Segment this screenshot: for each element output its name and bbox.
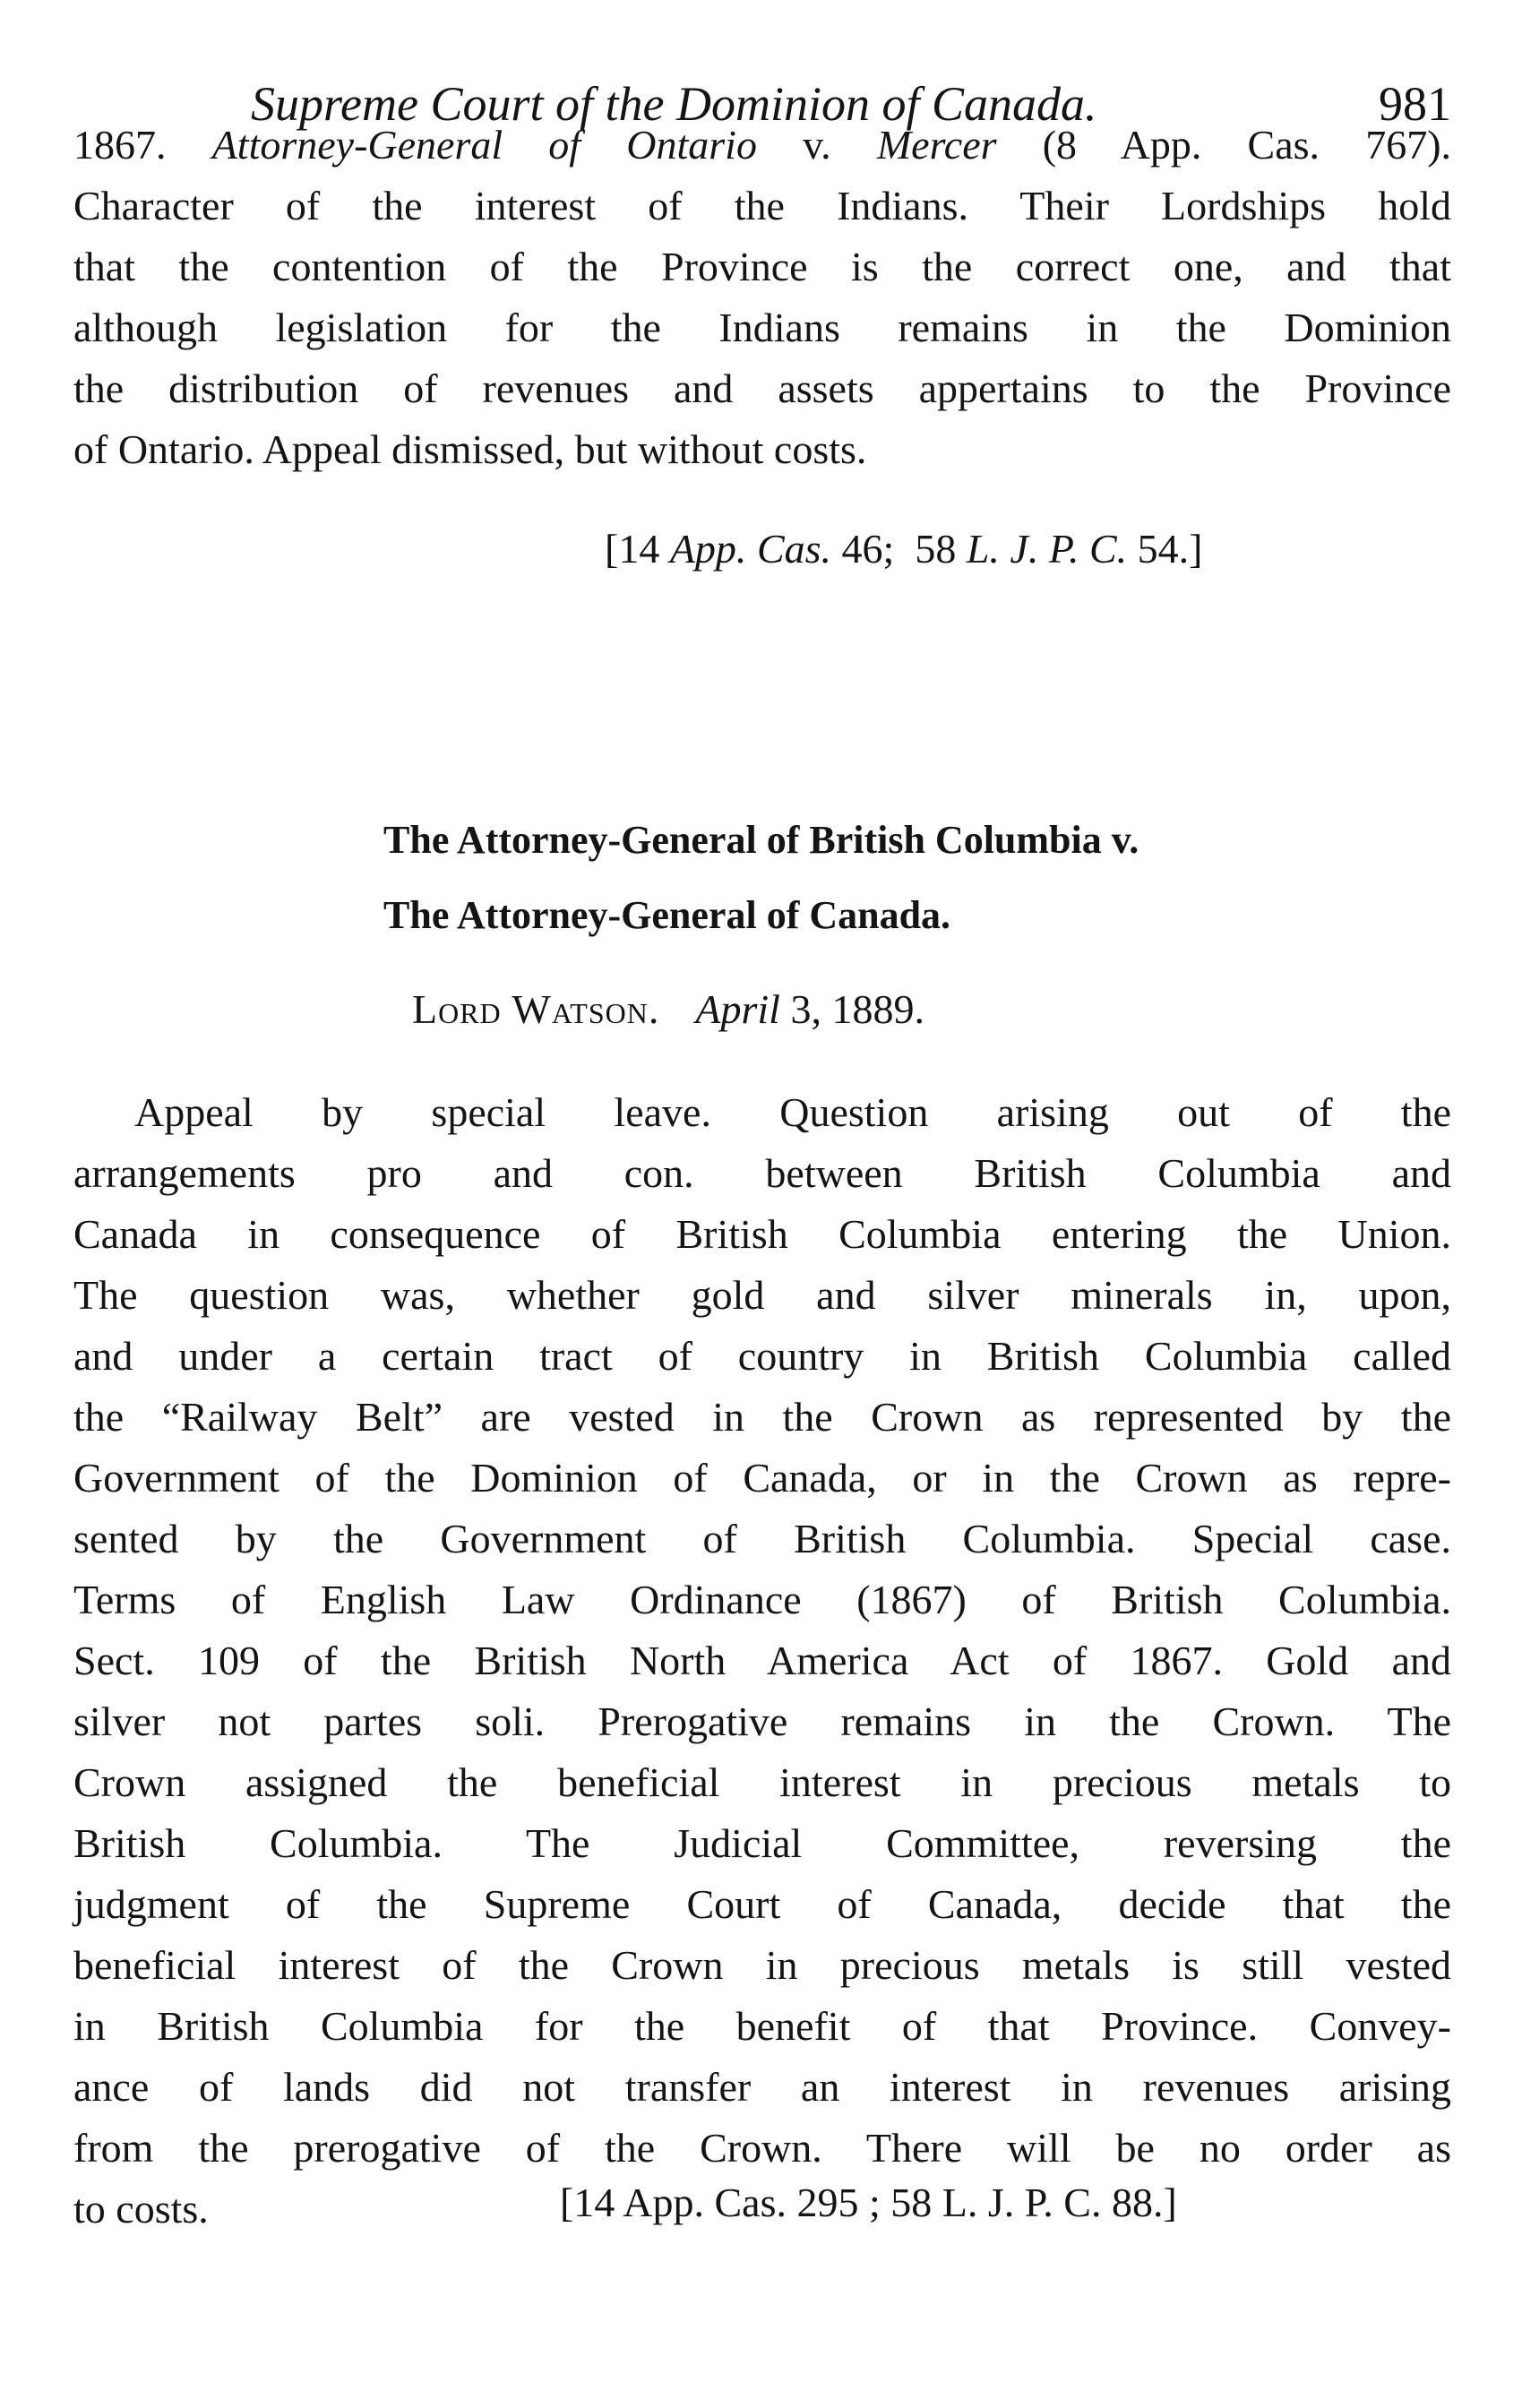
- entry-2-line: from the prerogative of the Crown. There will be no order as: [73, 2125, 1451, 2171]
- entry-2-line: in British Columbia for the benefit of that Province. Convey-: [73, 2003, 1451, 2049]
- entry-1-line: although legislation for the Indians remains in the Dominion: [73, 305, 1451, 350]
- entry-2-line: judgment of the Supreme Court of Canada, decide that the: [73, 1881, 1451, 1927]
- entry-2-line: arrangements pro and con. between British Columbia and: [73, 1150, 1451, 1196]
- entry-2-line: Appeal by special leave. Question arising out of the: [134, 1089, 1451, 1135]
- citation-volume-2: 58: [915, 526, 957, 572]
- entry-2-line: Crown assigned the beneficial interest in precious metals to: [73, 1759, 1451, 1805]
- judge-name: Lord Watson.: [412, 986, 660, 1032]
- case-title-line-1: The Attorney-General of British Columbia v.: [383, 818, 1139, 862]
- entry-1-line: that the contention of the Province is the correct one, and that: [73, 244, 1451, 289]
- citation-volume: [14: [605, 526, 660, 572]
- entry-1-line: Character of the interest of the Indians. Their Lordships hold: [73, 183, 1451, 228]
- citation-cas: Cas.: [756, 526, 832, 572]
- case-reference: (8 App. Cas. 767).: [1042, 122, 1452, 168]
- judge-and-date: [412, 985, 924, 1033]
- entry-2-text: [73, 1082, 1451, 2240]
- entry-1-line-1: [73, 115, 1451, 176]
- case-name-part-2: Mercer: [876, 122, 997, 168]
- decision-month: April: [695, 986, 780, 1032]
- entry-2-line: and under a certain tract of country in British Columbia called: [73, 1333, 1451, 1379]
- citation-page-2: 54.]: [1137, 526, 1203, 572]
- entry-2-line: British Columbia. The Judicial Committee, reversing the: [73, 1820, 1451, 1866]
- entry-1-line: the distribution of revenues and assets appertains to the Province: [73, 366, 1451, 411]
- entry-2-line: Government of the Dominion of Canada, or in the Crown as repre-: [73, 1455, 1451, 1501]
- entry-2-line: sented by the Government of British Columbia. Special case.: [73, 1516, 1451, 1561]
- citation-ljpc: L. J. P. C.: [966, 526, 1128, 572]
- entry-2-line: beneficial interest of the Crown in precious metals is still vested: [73, 1942, 1451, 1988]
- entry-2-line: Terms of English Law Ordinance (1867) of British Columbia.: [73, 1577, 1451, 1622]
- entry-2-line: the “Railway Belt” are vested in the Crown as represented by the: [73, 1394, 1451, 1440]
- entry-1-citation: [605, 525, 1203, 572]
- citation-app: App.: [669, 526, 747, 572]
- page-number: 981: [1379, 77, 1451, 131]
- decision-date: [695, 986, 924, 1032]
- entry-2-line: ance of lands did not transfer an interest in revenues arising: [73, 2064, 1451, 2110]
- case-name-part-1: Attorney-General of Ontario: [211, 122, 757, 168]
- case-year: 1867.: [73, 122, 167, 168]
- running-title: Supreme Court of the Dominion of Canada.: [251, 77, 1097, 131]
- versus: v.: [803, 122, 831, 168]
- entry-1-text: [73, 115, 1451, 480]
- case-title-line-2: The Attorney-General of Canada.: [383, 893, 951, 937]
- entry-2-citation: [14 App. Cas. 295 ; 58 L. J. P. C. 88.]: [560, 2180, 1177, 2225]
- entry-1-line: of Ontario. Appeal dismissed, but without costs.: [73, 426, 867, 472]
- citation-page: 46;: [841, 526, 895, 572]
- decision-day-year: 3, 1889.: [790, 986, 924, 1032]
- entry-2-line: Sect. 109 of the British North America Act of 1867. Gold and: [73, 1638, 1451, 1683]
- entry-2-line: silver not partes soli. Prerogative remains in the Crown. The: [73, 1698, 1451, 1744]
- entry-2-line: The question was, whether gold and silver minerals in, upon,: [73, 1272, 1451, 1318]
- entry-2-line: Canada in consequence of British Columbia entering the Union.: [73, 1211, 1451, 1257]
- entry-2-line: to costs.: [73, 2186, 209, 2232]
